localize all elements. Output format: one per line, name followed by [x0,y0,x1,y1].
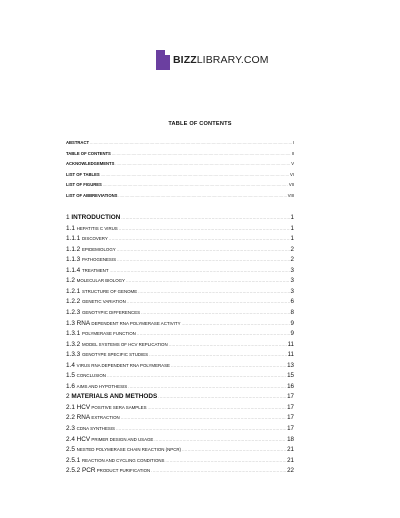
toc-page-number: 17 [287,393,294,401]
toc-title-text: PATHOGENESIS [82,257,116,263]
toc-front-matter-row[interactable] [66,162,294,166]
toc-title-text: CDNA SYNTHESIS [76,426,115,431]
toc-title-text: MOLECULAR BIOLOGY [76,278,125,284]
toc-section-number: 2.1 [66,403,77,411]
toc-section-number: 1.3.1 [66,330,82,338]
toc-page-number: VII [288,182,294,188]
toc-page-number: 11 [287,340,294,348]
toc-section-number: 1.1.3 [66,256,82,264]
toc-entry-label [66,460,150,476]
toc-front-matter-row[interactable] [66,141,294,145]
toc-entry-label: LIST OF FIGURES [66,182,102,188]
toc-title-text: DISCOVERY [82,236,108,242]
toc-section-number: 1.1 [66,224,77,232]
toc-leader [103,184,288,187]
toc-front-matter-row[interactable] [66,173,294,177]
toc-page-number: 2 [290,245,294,253]
toc-title-text: REACTION AND CYCLING CONDITIONS [82,457,165,463]
toc-page-number: 1 [290,224,294,232]
toc-page-number: 3 [290,277,294,285]
toc-title-text: EXTRACTION [90,415,120,421]
toc-entry-label: TABLE OF CONTENTS [66,150,111,156]
toc-front-matter-row[interactable] [66,152,294,156]
toc-title-text: TREATMENT [82,267,109,273]
toc-page-number: 16 [287,382,294,390]
toc-title-emphasis: HCV [76,435,91,443]
toc-page-number: 15 [287,372,294,380]
toc-section-number: 2.3 [66,425,77,432]
toc-title-text: VIRUS RNA DEPENDENT RNA POLYMERASE [76,362,170,368]
toc-title-emphasis: MATERIALS AND METHODS [71,393,158,401]
toc-page-number: 17 [287,414,294,422]
toc-title-text: POLYMERASE FUNCTION [82,331,136,337]
toc-page-number: 13 [287,361,294,369]
toc-section-number: 2.2 [66,414,77,422]
toc-title-emphasis: RNA [76,319,91,327]
toc-leader [101,174,289,177]
toc-section-row[interactable] [66,456,294,476]
toc-title-emphasis: PCR [82,467,96,475]
toc-section-number: 1.1.2 [66,245,82,253]
toc-title-text: AIMS AND HYPOTHESIS [76,383,128,389]
toc-section-number: 1.2.3 [66,308,82,316]
brand-name: BIZZLIBRARY.COM [173,54,269,66]
toc-leader [115,163,290,166]
toc-section-number: 1.2.2 [66,298,82,306]
toc-entry-label: LIST OF ABBREVIATIONS [66,193,118,198]
toc-page-number: 11 [287,351,294,359]
toc-page-number: 21 [287,446,294,454]
toc-title-text: PRODUCT PURIFICATION [95,468,151,474]
toc-title-text: MODEL SYSTEMS OF HCV REPLICATION [82,341,168,347]
toc-entry-label: ABSTRACT [66,140,90,145]
toc-leader [118,195,286,198]
toc-section-number: 1.1.4 [66,266,82,274]
toc-page-number: 3 [290,287,294,295]
toc-page-number: 1 [290,214,294,221]
toc-title-text: GENETIC VARIATION [82,299,126,305]
toc-page-number: 8 [290,308,294,316]
toc-page-number: VIII [287,193,294,198]
toc-page-number: 21 [287,456,294,464]
toc-title-text: POSITIVE SERA SAMPLES [90,404,147,410]
toc-page-number: 9 [290,319,294,327]
toc-page-number: 18 [287,435,294,443]
toc-page-number: 9 [290,330,294,338]
toc-section-number: 2.5.2 [66,467,82,475]
toc-page-number: 3 [290,266,294,274]
toc-title-text: GENOTYPE SPECIFIC STUDIES [82,352,149,358]
toc-page-number: II [291,150,294,156]
toc-page-number: I [292,140,294,145]
toc-section-number: 1.3 [66,319,77,327]
toc-title-text: EPIDEMIOLOGY [82,246,116,252]
toc-section-number: 1.2.1 [66,287,82,295]
toc-title-text: DEPENDENT RNA POLYMERASE ACTIVITY [90,320,181,326]
toc-section-number: 2.4 [66,435,77,443]
toc-section-number: 1.5 [66,372,77,380]
toc-leader [151,469,286,473]
toc-entry-label: LIST OF TABLES [66,171,100,177]
toc-title-emphasis: INTRODUCTION [71,214,121,221]
toc-page-number: 6 [290,298,294,306]
toc-leader [112,153,291,156]
toc-page-number: 22 [287,467,294,475]
toc-page-number: VI [290,171,294,177]
toc-title-emphasis: RNA [76,414,91,422]
toc-page-number: 17 [287,425,294,432]
toc-section-number: 1.6 [66,382,77,390]
bizzlibrary-logo-icon [156,50,170,70]
toc-page-number: 2 [290,256,294,264]
bizzlibrary-logo [156,50,269,70]
toc-page-number: 1 [290,235,294,243]
toc-leader [90,142,292,145]
toc-front-matter-row[interactable] [66,183,294,187]
toc-title-text: PRIMER DESIGN AND USAGE [90,436,154,442]
toc-heading: TABLE OF CONTENTS [168,121,232,127]
toc-page-number: 17 [287,403,294,411]
toc-section-number: 1.1.1 [66,235,82,243]
toc-front-matter-row[interactable] [66,194,294,198]
toc-title-text: HEPATITIS C VIRUS [76,225,118,231]
toc-section-number: 2.5.1 [66,456,82,464]
toc-section-number: 1.3.3 [66,351,82,359]
toc-section-number: 1.3.2 [66,340,82,348]
toc-section-number: 1.4 [66,361,77,369]
toc-section-number: 2.5 [66,446,77,454]
toc-title-text: NESTED POLYMERASE CHAIN REACTION (NPCR) [76,447,182,453]
toc-section-number: 1.2 [66,277,77,285]
toc-section-number: 1 [66,214,72,221]
toc-entry-label: ACKNOWLEDGEMENTS [66,161,115,167]
toc-section-number: 2 [66,393,72,401]
toc-title-text: STRUCTURE OF GENOME [82,288,138,294]
toc-title-text: GENOTYPIC DIFFERENCES [82,309,141,315]
toc-title-text: CONCLUSION [76,373,106,379]
toc-page-number: V [291,161,294,167]
toc-title-emphasis: HCV [76,403,91,411]
